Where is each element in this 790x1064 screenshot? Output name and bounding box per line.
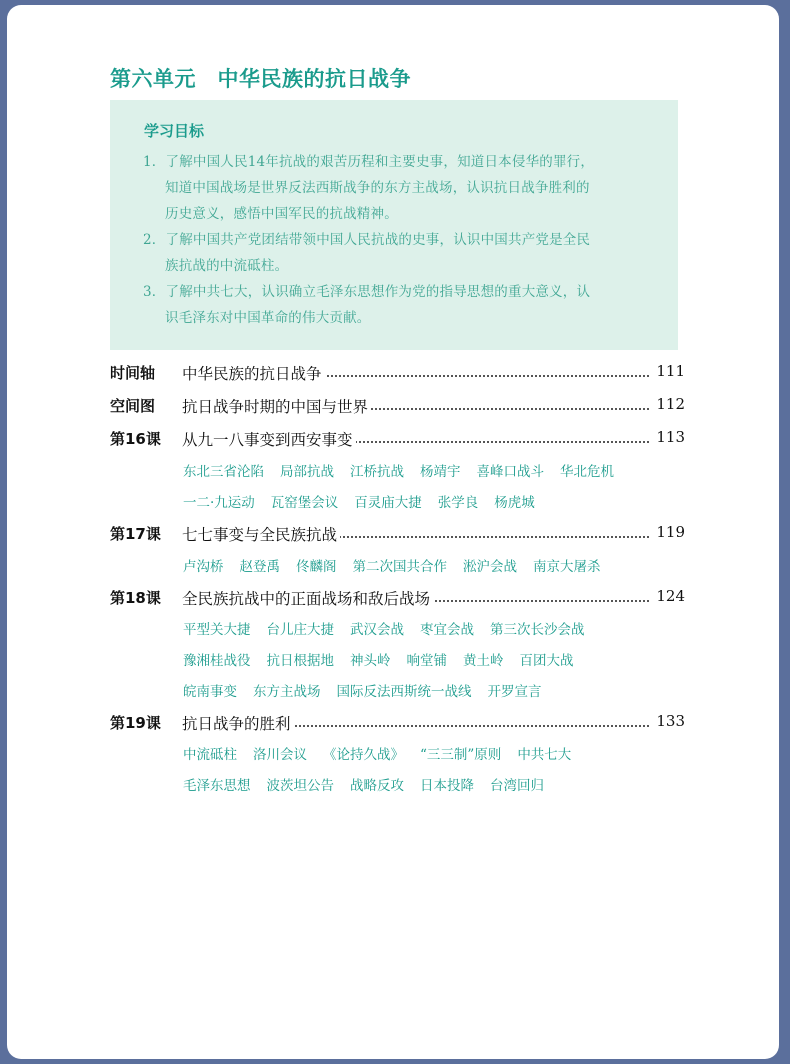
toc-page-number: 111	[653, 362, 685, 380]
toc-label: 第19课	[110, 714, 161, 732]
keyword: 佟麟阁	[296, 559, 337, 575]
keyword-line	[183, 680, 558, 700]
goal-line: 2．了解中国共产党团结带领中国人民抗战的史事，认识中国共产党是全民	[143, 232, 591, 248]
keyword: 豫湘桂战役	[183, 653, 251, 669]
keyword: 台湾回归	[490, 778, 544, 794]
toc-entry-map[interactable]	[110, 395, 685, 419]
keyword: 瓦窑堡会议	[270, 495, 339, 511]
goal-line: 族抗战的中流砥柱。	[165, 258, 289, 274]
goal-line: 3．了解中共七大，认识确立毛泽东思想作为党的指导思想的重大意义，认	[143, 284, 591, 300]
textbook-page	[7, 5, 779, 1059]
keyword: 洛川会议	[253, 747, 307, 763]
keyword: 战略反攻	[350, 778, 404, 794]
keyword: 响堂铺	[406, 653, 447, 669]
toc-title: 中华民族的抗日战争	[182, 362, 325, 384]
keyword: 中流砥柱	[183, 747, 237, 763]
keyword-line	[183, 460, 630, 480]
keyword: 张学良	[437, 495, 479, 511]
toc-label: 第16课	[110, 430, 161, 448]
goal-line: 1．了解中国人民14年抗战的艰苦历程和主要史事，知道日本侵华的罪行，	[143, 154, 595, 170]
keyword: 卢沟桥	[183, 559, 224, 575]
keyword: 神头岭	[350, 653, 391, 669]
keyword: 武汉会战	[350, 622, 404, 638]
keyword: 江桥抗战	[350, 464, 404, 480]
keyword: 局部抗战	[280, 464, 334, 480]
keyword: 第二次国共合作	[352, 559, 447, 575]
goal-line: 知道中国战场是世界反法西斯战争的东方主战场，认识抗日战争胜利的	[165, 180, 590, 196]
learning-goals-box	[110, 100, 678, 350]
keyword-line	[183, 491, 551, 511]
toc-label: 空间图	[110, 397, 156, 415]
goal-line: 识毛泽东对中国革命的伟大贡献。	[165, 310, 371, 326]
keyword: “三三制”原则	[420, 747, 502, 763]
keyword: 杨靖宇	[420, 464, 461, 480]
keyword: 喜峰口战斗	[476, 464, 544, 480]
keyword: 赵登禹	[239, 559, 280, 575]
toc-title: 抗日战争的胜利	[182, 712, 294, 734]
keyword-line	[183, 618, 601, 638]
keyword: 抗日根据地	[266, 653, 334, 669]
keyword: 中共七大	[517, 747, 572, 763]
toc-label: 第18课	[110, 589, 161, 607]
toc-entry-lesson-17[interactable]	[110, 523, 685, 547]
keyword: 皖南事变	[183, 684, 237, 700]
keyword: 黄土岭	[463, 653, 504, 669]
keyword-line	[183, 555, 617, 575]
keyword: 《论持久战》	[323, 747, 404, 763]
toc-label: 第17课	[110, 525, 161, 543]
keyword-line	[183, 743, 587, 763]
toc-page-number: 133	[653, 712, 685, 730]
toc-page-number: 113	[653, 428, 685, 446]
learning-goals-heading: 学习目标	[144, 122, 205, 140]
keyword: 毛泽东思想	[183, 778, 251, 794]
toc-entry-lesson-18[interactable]	[110, 587, 685, 611]
keyword-line	[183, 774, 560, 794]
toc-label: 时间轴	[110, 364, 156, 382]
keyword: 南京大屠杀	[533, 559, 601, 575]
keyword: 百灵庙大捷	[354, 495, 422, 511]
goal-line: 历史意义，感悟中国军民的抗战精神。	[165, 206, 398, 222]
keyword: 淞沪会战	[463, 559, 517, 575]
keyword: 东北三省沦陷	[183, 464, 264, 480]
toc-title: 从九一八事变到西安事变	[182, 428, 356, 450]
toc-page-number: 119	[653, 523, 685, 541]
keyword: 百团大战	[519, 653, 574, 669]
keyword: 台儿庄大捷	[266, 622, 334, 638]
keyword: 一二·九运动	[183, 495, 255, 511]
keyword: 第三次长沙会战	[490, 622, 585, 638]
keyword: 华北危机	[560, 464, 614, 480]
toc-title: 全民族抗战中的正面战场和敌后战场	[182, 587, 433, 609]
toc-entry-timeline[interactable]	[110, 362, 685, 386]
keyword: 国际反法西斯统一战线	[336, 684, 472, 700]
toc-page-number: 124	[653, 587, 685, 605]
toc-entry-lesson-16[interactable]	[110, 428, 685, 452]
toc-entry-lesson-19[interactable]	[110, 712, 685, 736]
keyword: 平型关大捷	[183, 622, 251, 638]
toc-page-number: 112	[653, 395, 685, 413]
keyword: 日本投降	[420, 778, 474, 794]
keyword: 杨虎城	[494, 495, 535, 511]
toc-title: 七七事变与全民族抗战	[182, 523, 340, 545]
toc-title: 抗日战争时期的中国与世界	[182, 395, 371, 417]
keyword-line	[183, 649, 590, 669]
keyword: 开罗宣言	[487, 684, 542, 700]
unit-title: 第六单元 中华民族的抗日战争	[110, 67, 411, 91]
keyword: 枣宜会战	[420, 622, 474, 638]
keyword: 东方主战场	[253, 684, 321, 700]
keyword: 波茨坦公告	[266, 778, 334, 794]
